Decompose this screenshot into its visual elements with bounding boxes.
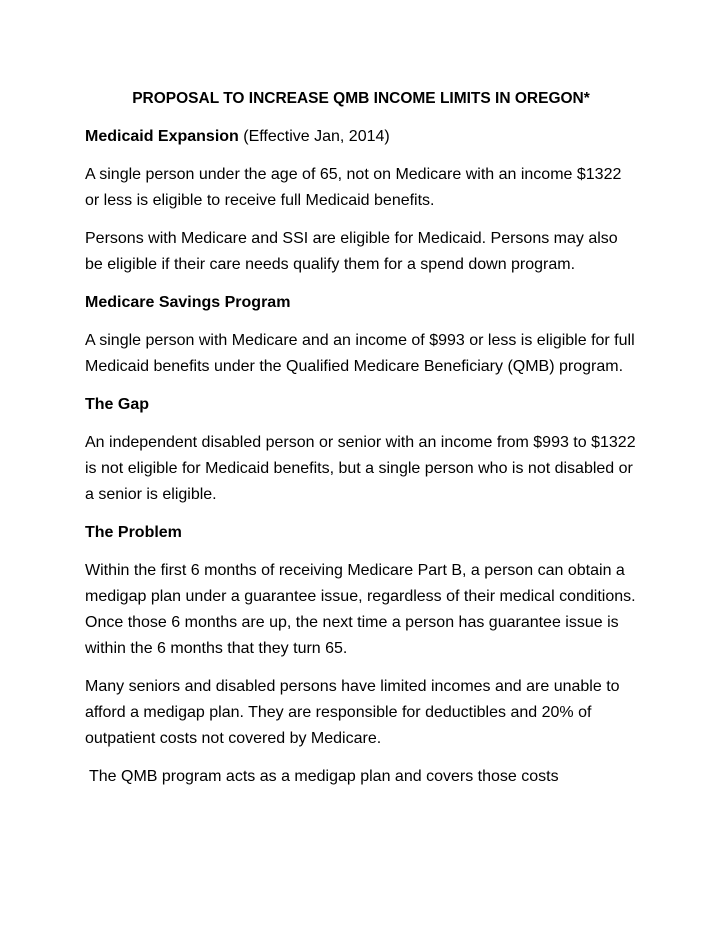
heading-medicare-savings: Medicare Savings Program [85,294,291,311]
paragraph-medicare-savings-1: A single person with Medicare and an income of $993 or less is eligible for full Medicaid benefits under the Qualified Medicare Beneficiary (QMB) program. [85,332,635,375]
document-title: PROPOSAL TO INCREASE QMB INCOME LIMITS IN OREGON* [132,90,590,107]
heading-the-gap: The Gap [85,396,150,413]
paragraph-the-problem-3: The QMB program acts as a medigap plan and covers those costs [89,768,559,785]
section-heading-medicaid-expansion [85,124,637,150]
document-page [85,86,637,802]
section-heading-the-gap [85,392,637,418]
heading-the-problem: The Problem [85,524,182,541]
section-heading-the-problem [85,520,637,546]
paragraph-medicaid-expansion-2: Persons with Medicare and SSI are eligible for Medicaid. Persons may also be eligible if their care needs qualify them for a spend down program. [85,230,618,273]
paragraph-the-problem-2: Many seniors and disabled persons have limited incomes and are unable to afford a medigap plan. They are responsible for deductibles and 20% of outpatient costs not covered by Medicare. [85,678,620,747]
heading-effective-date: (Effective Jan, 2014) [238,128,390,145]
paragraph-the-problem-1: Within the first 6 months of receiving Medicare Part B, a person can obtain a medigap plan under a guarantee issue, regardless of their medical conditions. Once those 6 months are up, the next time a person has guarantee issue is within the 6 months that they turn 65. [85,562,636,657]
paragraph-medicaid-expansion-1: A single person under the age of 65, not on Medicare with an income $1322 or less is eligible to receive full Medicaid benefits. [85,166,622,209]
section-heading-medicare-savings [85,290,637,316]
heading-medicaid-expansion: Medicaid Expansion [85,128,239,145]
paragraph-the-gap-1: An independent disabled person or senior with an income from $993 to $1322 is not eligible for Medicaid benefits, but a single person who is not disabled or a senior is eligible. [85,434,636,503]
